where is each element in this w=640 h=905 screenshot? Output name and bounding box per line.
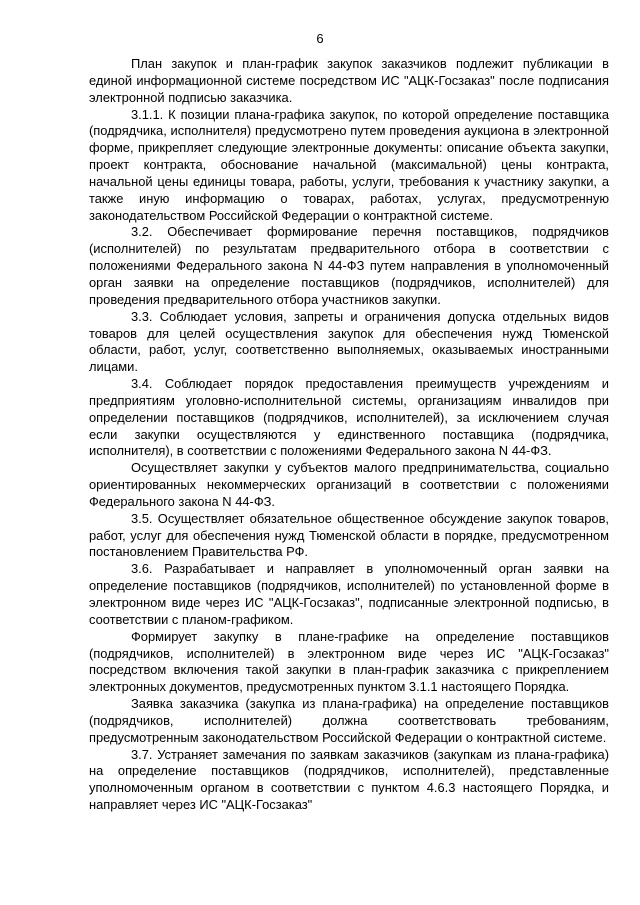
page-number: 6 [316,31,324,46]
paragraph-3-1-1: 3.1.1. К позиции плана-графика закупок, по которой определение поставщика (подрядчика, исполнителя) предусмотрено путем проведения аукциона в электронной форме, прикрепляет следующие электронные документы: описание объекта закупки, проект контракта, обоснование начальной (максимальной) цены контракта, начальной цены единицы товара, работы, услуги, требования к участнику закупки, а также иную информацию о товарах, работах, услугах, предусмотренную законодательством Российской Федерации о контрактной системе. [89,106,609,223]
paragraph-3-5: 3.5. Осуществляет обязательное общественное обсуждение закупок товаров, работ, услуг для обеспечения нужд Тюменской области в порядке, предусмотренном постановлением Правительства РФ. [89,510,609,560]
paragraph-3-4: 3.4. Соблюдает порядок предоставления преимуществ учреждениям и предприятиям уголовно-исполнительной системы, организациям инвалидов при определении поставщиков (подрядчиков, исполнителей), за исключением случая если закупки осуществляются у единственного поставщика (подрядчика, исполнителя), в соответствии с положениями Федерального закона N 44-ФЗ. [89,376,609,459]
paragraph-forms-purchase: Формирует закупку в плане-графике на определение поставщиков (подрядчиков, исполнителей) в электронном виде через ИС "АЦК-Госзаказ" посредством включения такой закупки в план-график заказчика с прикреплением электронных документов, предусмотренных пунктом 3.1.1 настоящего Порядка. [89,628,609,695]
paragraph-3-2: 3.2. Обеспечивает формирование перечня поставщиков, подрядчиков (исполнителей) по результатам предварительного отбора в соответствии с положениями Федерального закона N 44-ФЗ путем направления в уполномоченный орган заявки на определение поставщиков (подрядчиков, исполнителей) для проведения предварительного отбора участников закупки. [89,224,609,307]
document-body [89,56,609,814]
paragraph-customer-application: Заявка заказчика (закупка из плана-графика) на определение поставщиков (подрядчиков, исполнителей) должна соответствовать требованиям, предусмотренным законодательством Российской Федерации о контрактной системе. [89,696,609,745]
paragraph-publication: План закупок и план-график закупок заказчиков подлежит публикации в единой информационной системе посредством ИС "АЦК-Госзаказ" после подписания электронной подписью заказчика. [89,56,609,105]
paragraph-3-3: 3.3. Соблюдает условия, запреты и ограничения допуска отдельных видов товаров для целей осуществления закупок для обеспечения нужд Тюменской области, работ, услуг, соответственно выполняемых, оказываемых иностранными лицами. [89,308,609,375]
paragraph-small-business: Осуществляет закупки у субъектов малого предпринимательства, социально ориентированных некоммерческих организаций в соответствии с положениями Федерального закона N 44-ФЗ. [89,460,609,509]
paragraph-3-7: 3.7. Устраняет замечания по заявкам заказчиков (закупкам из плана-графика) на определение поставщиков (подрядчиков, исполнителей), представленные уполномоченным органом в соответствии с пунктом 4.6.3 настоящего Порядка, и направляет через ИС "АЦК-Госзаказ" [89,746,609,813]
paragraph-3-6: 3.6. Разрабатывает и направляет в уполномоченный орган заявки на определение поставщиков (подрядчиков, исполнителей) по установленной форме в электронном виде через ИС "АЦК-Госзаказ", подписанные электронной подписью, в соответствии с планом-графиком. [89,561,609,627]
